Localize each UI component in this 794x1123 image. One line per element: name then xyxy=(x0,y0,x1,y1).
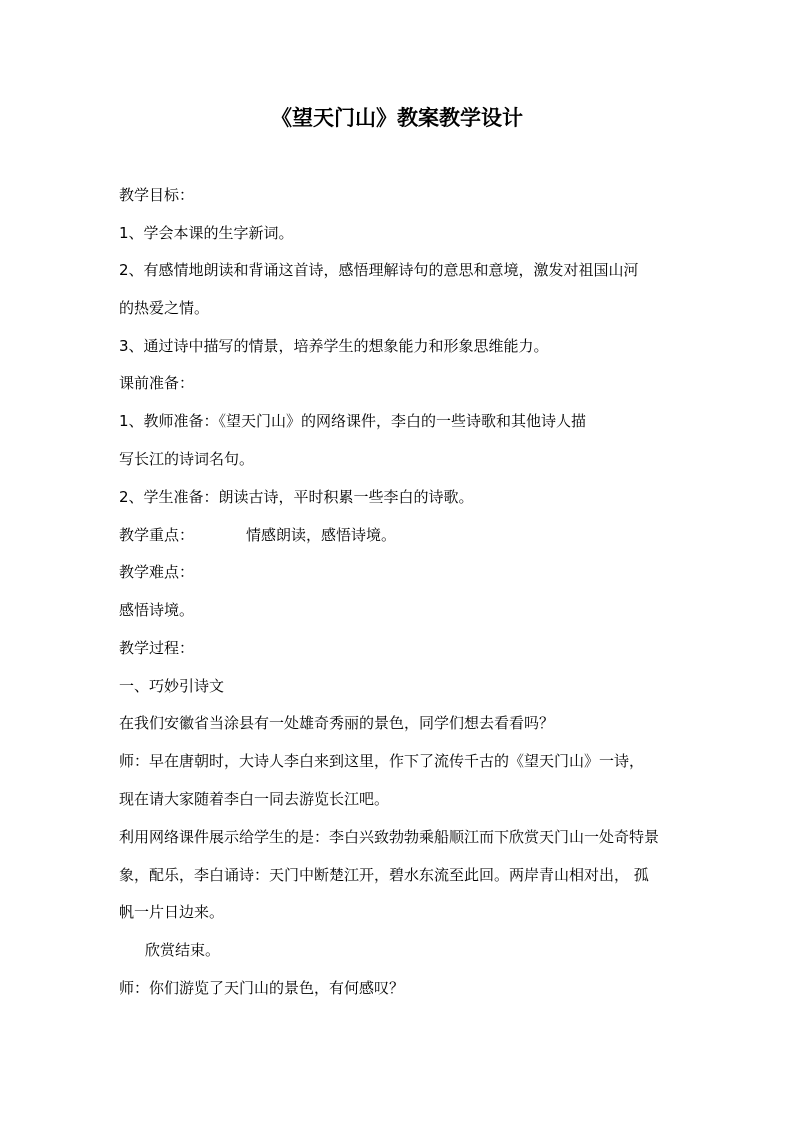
goal-line-2-continued: 的热爱之情。 xyxy=(119,299,210,317)
section-heading: 一、巧妙引诗文 xyxy=(119,677,225,695)
key-point-label: 教学重点： xyxy=(119,526,195,544)
prep-line-1-continued: 写长江的诗词名句。 xyxy=(119,450,255,468)
body-line-4: 利用网络课件展示给学生的是：李白兴致勃勃乘船顺江而下欣赏天门山一处奇特景 xyxy=(119,828,660,846)
body-line-1: 在我们安徽省当涂县有一处雄奇秀丽的景色，同学们想去看看吗？ xyxy=(119,714,555,732)
key-point-value: 情感朗读，感悟诗境。 xyxy=(246,526,397,544)
goal-line-3: 3、通过诗中描写的情景，培养学生的想象能力和形象思维能力。 xyxy=(119,337,549,355)
goal-line-2: 2、有感情地朗读和背诵这首诗，感悟理解诗句的意思和意境，激发对祖国山河 xyxy=(119,261,639,279)
body-line-7: 欣赏结束。 xyxy=(145,941,221,959)
prep-line-2: 2、学生准备：朗读古诗，平时积累一些李白的诗歌。 xyxy=(119,488,474,506)
body-line-3: 现在请大家随着李白一同去游览长江吧。 xyxy=(119,790,390,808)
goal-line-1: 1、学会本课的生字新词。 xyxy=(119,224,294,242)
difficulty-label: 教学难点： xyxy=(119,563,195,581)
body-line-5: 象，配乐，李白诵诗：天门中断楚江开，碧水东流至此回。两岸青山相对出， 孤 xyxy=(119,866,649,884)
body-line-2: 师：早在唐朝时，大诗人李白来到这里，作下了流传千古的《望天门山》一诗， xyxy=(119,752,645,770)
process-heading: 教学过程： xyxy=(119,639,195,657)
body-line-8: 师：你们游览了天门山的景色，有何感叹？ xyxy=(119,979,405,997)
document-title: 《望天门山》教案教学设计 xyxy=(271,105,523,130)
body-line-6: 帆一片日边来。 xyxy=(119,903,225,921)
difficulty-value: 感悟诗境。 xyxy=(119,601,195,619)
prep-heading: 课前准备： xyxy=(119,374,195,392)
key-point-line xyxy=(119,524,396,546)
prep-line-1: 1、教师准备：《望天门山》的网络课件，李白的一些诗歌和其他诗人描 xyxy=(119,412,587,430)
goals-heading: 教学目标： xyxy=(119,186,195,204)
